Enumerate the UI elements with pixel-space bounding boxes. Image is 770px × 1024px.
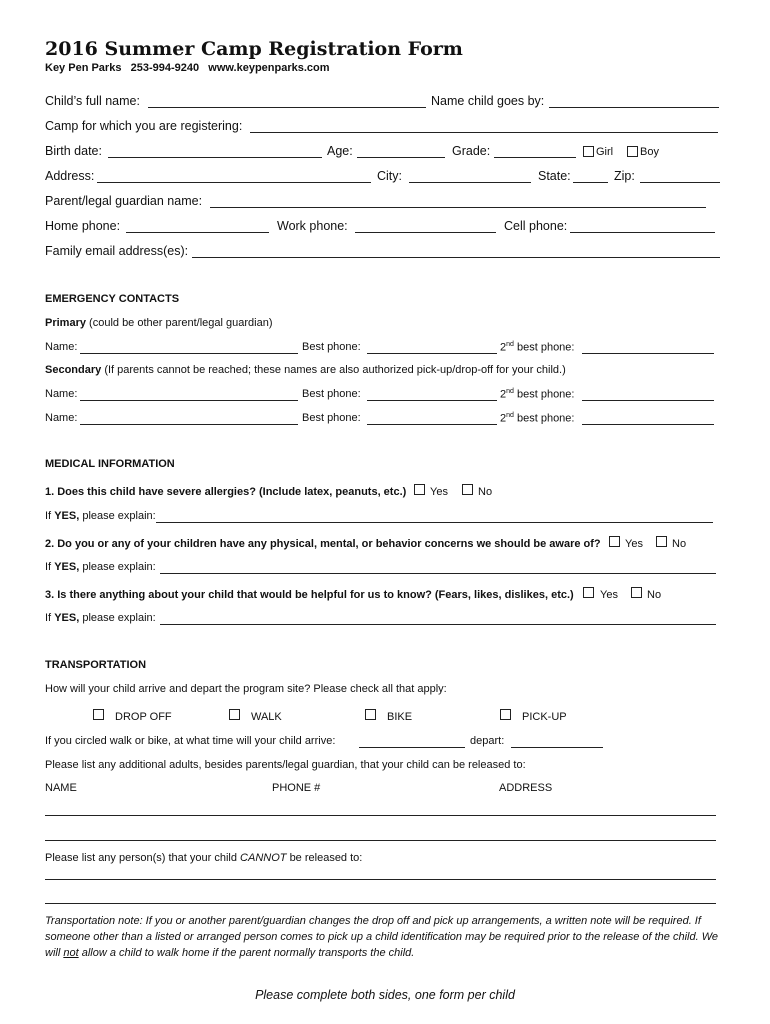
note-text-2: allow a child to walk home if the parent normally transports the child.: [81, 947, 415, 959]
q3-no-checkbox[interactable]: [631, 587, 642, 598]
cannot-prefix: Please list any person(s) that your child: [45, 852, 237, 864]
column-name: NAME: [45, 782, 77, 794]
primary-best-phone-label: Best phone:: [302, 341, 361, 353]
ordinal-suffix: nd: [506, 388, 514, 395]
secondary-name-field[interactable]: [80, 400, 298, 401]
work-phone-label: Work phone:: [277, 219, 348, 233]
q2-no-checkbox[interactable]: [656, 536, 667, 547]
depart-time-field[interactable]: [511, 747, 603, 748]
primary-best-phone-field[interactable]: [367, 353, 497, 354]
secondary-description: [45, 364, 566, 376]
yes-word: YES,: [54, 561, 80, 573]
ordinal-suffix: nd: [506, 341, 514, 348]
secondary-note: (If parents cannot be reached; these names are also authorized pick-up/drop-off for your child.): [104, 364, 566, 376]
org-contact-line: Key Pen Parks 253-994-9240 www.keypenparks.com: [45, 62, 330, 74]
if-word: If: [45, 510, 52, 522]
medical-question-2: 2. Do you or any of your children have any physical, mental, or behavior concerns we should be aware of?: [45, 538, 601, 550]
secondary-second-phone-field[interactable]: [582, 400, 714, 401]
state-label: State:: [538, 169, 571, 183]
cell-phone-field[interactable]: [570, 232, 715, 233]
home-phone-label: Home phone:: [45, 219, 121, 233]
grade-field[interactable]: [494, 157, 576, 158]
guardian-label: Parent/legal guardian name:: [45, 194, 203, 208]
secondary-second-phone-label: [500, 388, 574, 401]
ordinal-number: 2: [500, 388, 507, 401]
cannot-suffix: be released to:: [289, 852, 363, 864]
email-field[interactable]: [192, 257, 720, 258]
goes-by-label: Name child goes by:: [431, 94, 545, 108]
medical-question-1: 1. Does this child have severe allergies? (Include latex, peanuts, etc.): [45, 486, 407, 498]
child-full-name-field[interactable]: [148, 107, 426, 108]
note-not-word: not: [63, 947, 79, 959]
email-label: Family email address(es):: [45, 244, 189, 258]
note-text-1: Transportation note: If you or another parent/guardian changes the drop off and pick up arrangements, a written note will be required. If someone other than a listed or arranged person comes to pick up a child identification may be required prior to the release of the child. We will: [45, 915, 719, 959]
drop-off-checkbox[interactable]: [93, 709, 104, 720]
medical-question-3: 3. Is there anything about your child that would be helpful for us to know? (Fears, likes, dislikes, etc.): [45, 589, 574, 601]
tertiary-second-phone-label: [500, 412, 574, 425]
depart-label: depart:: [470, 735, 505, 747]
if-word: If: [45, 561, 52, 573]
second-phone-text: best phone:: [516, 412, 575, 425]
q3-no-label: No: [647, 589, 662, 601]
boy-checkbox[interactable]: [627, 146, 638, 157]
pick-up-checkbox[interactable]: [500, 709, 511, 720]
primary-second-phone-label: [500, 341, 574, 354]
bike-checkbox[interactable]: [365, 709, 376, 720]
birth-date-label: Birth date:: [45, 144, 102, 158]
bike-label: BIKE: [387, 711, 413, 723]
q2-explain-label: [45, 561, 156, 573]
cannot-word: CANNOT: [240, 852, 287, 864]
cell-phone-label: Cell phone:: [504, 219, 568, 233]
q3-explain-label: [45, 612, 156, 624]
tertiary-name-field[interactable]: [80, 424, 298, 425]
tertiary-best-phone-field[interactable]: [367, 424, 497, 425]
ordinal-suffix: nd: [506, 412, 514, 419]
q1-no-checkbox[interactable]: [462, 484, 473, 495]
medical-heading: MEDICAL INFORMATION: [45, 458, 175, 470]
second-phone-text: best phone:: [516, 341, 575, 354]
camp-label: Camp for which you are registering:: [45, 119, 243, 133]
arrival-time-field[interactable]: [359, 747, 465, 748]
age-label: Age:: [327, 144, 353, 158]
explain-text: please explain:: [82, 561, 156, 573]
boy-label: Boy: [640, 146, 659, 158]
emergency-heading: EMERGENCY CONTACTS: [45, 293, 180, 305]
additional-adults-label: Please list any additional adults, besides parents/legal guardian, that your child can be released to:: [45, 759, 526, 771]
page-title: 2016 Summer Camp Registration Form: [45, 38, 463, 60]
child-full-name-label: Child’s full name:: [45, 94, 140, 108]
q1-explain-label: [45, 510, 156, 522]
q1-no-label: No: [478, 486, 493, 498]
age-field[interactable]: [357, 157, 445, 158]
primary-second-phone-field[interactable]: [582, 353, 714, 354]
arrival-time-label: If you circled walk or bike, at what time will your child arrive:: [45, 735, 336, 747]
ordinal-number: 2: [500, 412, 507, 425]
additional-adult-line-1[interactable]: [45, 815, 716, 816]
tertiary-name-label: Name:: [45, 412, 78, 424]
cannot-release-label: [45, 852, 362, 864]
q3-yes-checkbox[interactable]: [583, 587, 594, 598]
primary-name-field[interactable]: [80, 353, 298, 354]
city-label: City:: [377, 169, 402, 183]
second-phone-text: best phone:: [516, 388, 575, 401]
cannot-release-line-1[interactable]: [45, 879, 716, 880]
city-field[interactable]: [409, 182, 531, 183]
explain-text: please explain:: [82, 510, 156, 522]
tertiary-second-phone-field[interactable]: [582, 424, 714, 425]
state-field[interactable]: [573, 182, 608, 183]
address-label: Address:: [45, 169, 95, 183]
q1-explain-field[interactable]: [156, 522, 713, 523]
column-address: ADDRESS: [499, 782, 553, 794]
primary-description: [45, 317, 273, 329]
transportation-note: [45, 913, 725, 961]
primary-note: (could be other parent/legal guardian): [89, 317, 273, 329]
tertiary-best-phone-label: Best phone:: [302, 412, 361, 424]
pick-up-label: PICK-UP: [522, 711, 567, 723]
if-word: If: [45, 612, 52, 624]
q1-yes-checkbox[interactable]: [414, 484, 425, 495]
q1-yes-label: Yes: [430, 486, 448, 498]
q2-yes-label: Yes: [625, 538, 643, 550]
q2-yes-checkbox[interactable]: [609, 536, 620, 547]
q2-explain-field[interactable]: [160, 573, 716, 574]
cannot-release-line-2[interactable]: [45, 903, 716, 904]
q2-no-label: No: [672, 538, 687, 550]
zip-field[interactable]: [640, 182, 720, 183]
secondary-name-label: Name:: [45, 388, 78, 400]
grade-label: Grade:: [452, 144, 491, 158]
camp-field[interactable]: [250, 132, 718, 133]
additional-adult-line-2[interactable]: [45, 840, 716, 841]
primary-name-label: Name:: [45, 341, 78, 353]
yes-word: YES,: [54, 510, 80, 522]
guardian-field[interactable]: [210, 207, 706, 208]
walk-checkbox[interactable]: [229, 709, 240, 720]
girl-label: Girl: [596, 146, 614, 158]
transport-question: How will your child arrive and depart the program site? Please check all that apply:: [45, 683, 447, 695]
goes-by-field[interactable]: [549, 107, 719, 108]
walk-label: WALK: [251, 711, 282, 723]
secondary-best-phone-label: Best phone:: [302, 388, 361, 400]
q3-yes-label: Yes: [600, 589, 618, 601]
girl-checkbox[interactable]: [583, 146, 594, 157]
secondary-best-phone-field[interactable]: [367, 400, 497, 401]
yes-word: YES,: [54, 612, 80, 624]
secondary-label: Secondary: [45, 364, 102, 376]
birth-date-field[interactable]: [108, 157, 322, 158]
drop-off-label: DROP OFF: [115, 711, 172, 723]
address-field[interactable]: [97, 182, 371, 183]
q3-explain-field[interactable]: [160, 624, 716, 625]
home-phone-field[interactable]: [126, 232, 269, 233]
primary-label: Primary: [45, 317, 86, 329]
column-phone: PHONE #: [272, 782, 321, 794]
explain-text: please explain:: [82, 612, 156, 624]
ordinal-number: 2: [500, 341, 507, 354]
footer-instruction: Please complete both sides, one form per child: [255, 988, 515, 1002]
transportation-heading: TRANSPORTATION: [45, 659, 147, 671]
work-phone-field[interactable]: [355, 232, 496, 233]
zip-label: Zip:: [614, 169, 635, 183]
